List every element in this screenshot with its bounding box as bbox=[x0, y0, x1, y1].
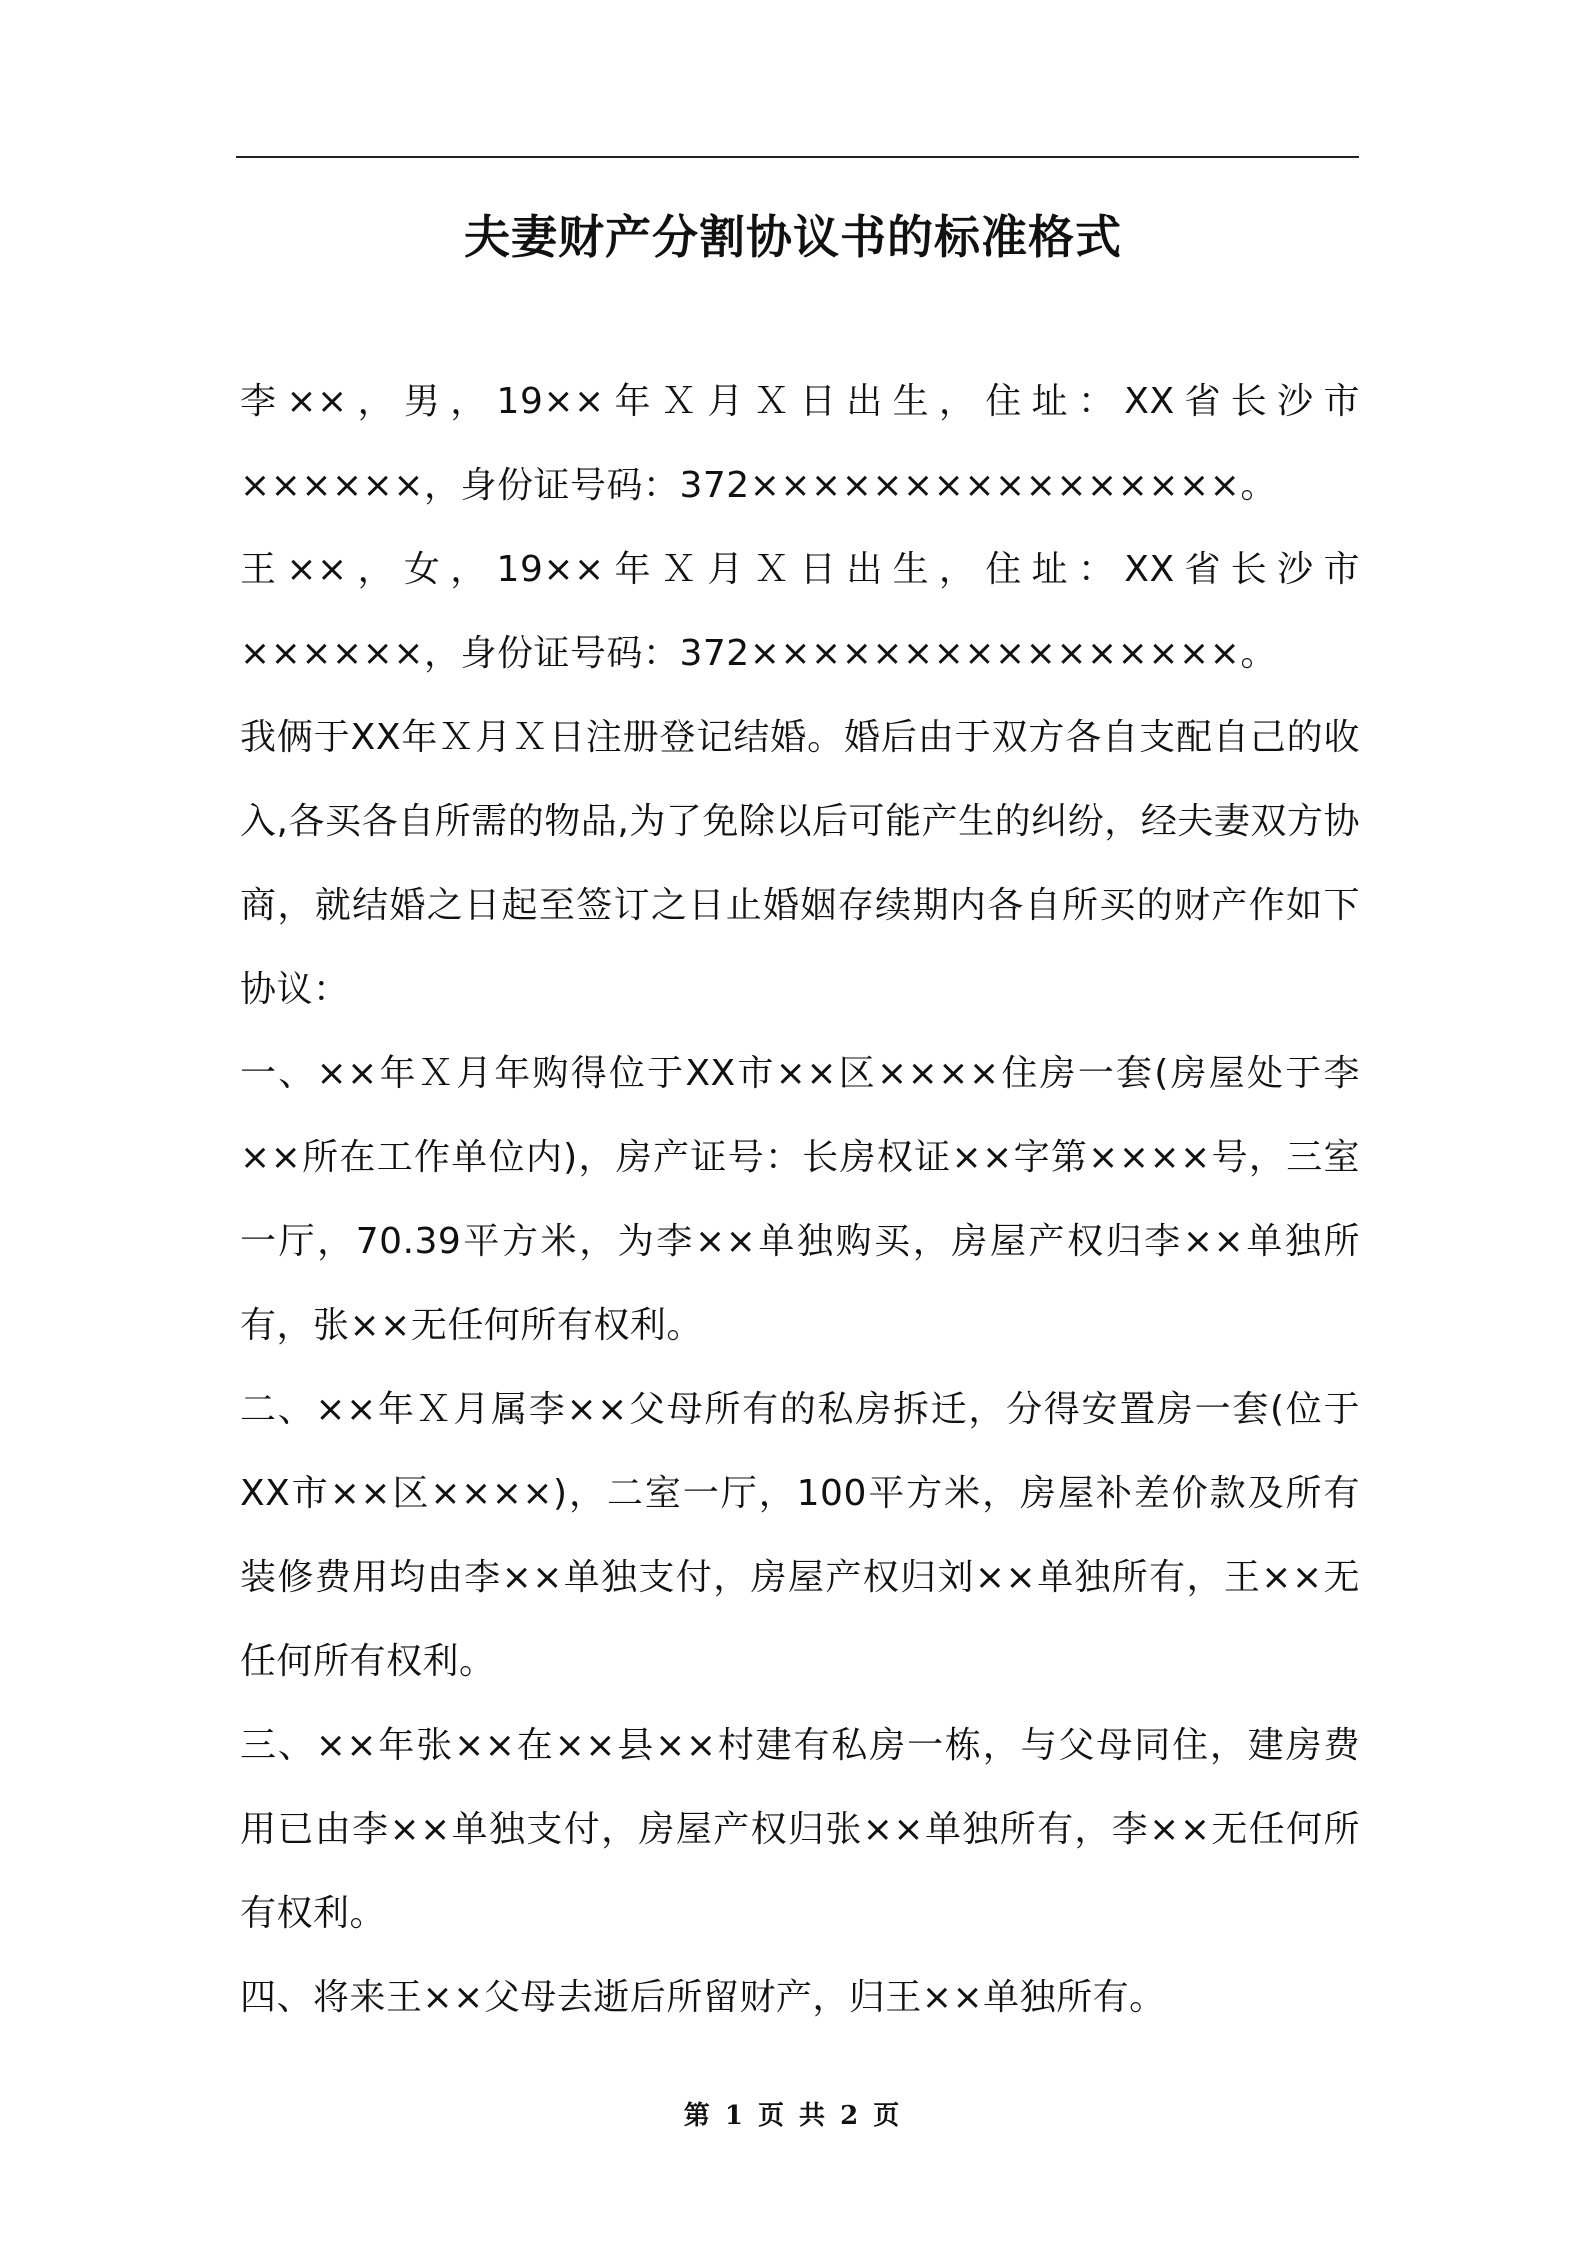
clause-3: 三、××年张××在××县××村建有私房一栋，与父母同住，建房费用已由李××单独支付，房屋产权归张××单独所有，李××无任何所有权利。 bbox=[240, 1725, 1360, 1934]
agreement-preamble: 我俩于XX年Ｘ月Ｘ日注册登记结婚。婚后由于双方各自支配自己的收入,各买各自所需的物品,为了免除以后可能产生的纠纷，经夫妻双方协商，就结婚之日起至签订之日止婚姻存续期内各自所买的财产作如下协议： bbox=[240, 717, 1360, 1010]
header-rule bbox=[236, 156, 1359, 158]
document-title: 夫妻财产分割协议书的标准格式 bbox=[464, 210, 1122, 264]
clause-4: 四、将来王××父母去逝后所留财产，归王××单独所有。 bbox=[240, 1977, 1166, 2018]
clause-1: 一、××年Ｘ月年购得位于XX市××区××××住房一套(房屋处于李××所在工作单位内)，房产证号：长房权证××字第××××号，三室一厅，70.39平方米，为李××单独购买，房屋产权归李××单独所有，张××无任何所有权利。 bbox=[240, 1053, 1360, 1346]
document-body bbox=[240, 360, 1360, 2040]
party-male-info: 李××，男，19××年Ｘ月Ｘ日出生，住址：XX省长沙市××××××，身份证号码：372××××××××××××××××。 bbox=[240, 381, 1360, 506]
page-number: 第 1 页 共 2 页 bbox=[683, 2101, 903, 2131]
party-female-info: 王××，女，19××年Ｘ月Ｘ日出生，住址：XX省长沙市××××××，身份证号码：372××××××××××××××××。 bbox=[240, 549, 1360, 674]
clause-2: 二、××年Ｘ月属李××父母所有的私房拆迁，分得安置房一套(位于XX市××区××××)，二室一厅，100平方米，房屋补差价款及所有装修费用均由李××单独支付，房屋产权归刘××单独所有，王××无任何所有权利。 bbox=[240, 1389, 1360, 1682]
